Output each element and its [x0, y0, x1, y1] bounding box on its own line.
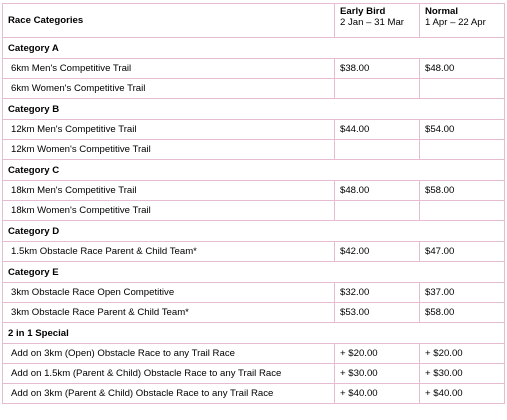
normal-price-cell: $48.00 [420, 59, 505, 79]
race-name-cell: 12km Men's Competitive Trail [3, 120, 335, 140]
category-title: Category B [3, 99, 505, 120]
normal-price-cell: $58.00 [420, 303, 505, 323]
normal-price-cell: $47.00 [420, 242, 505, 262]
race-name-cell: 3km Obstacle Race Parent & Child Team* [3, 303, 335, 323]
race-row [3, 201, 505, 221]
header-normal [420, 4, 505, 38]
race-name-cell: 18km Men's Competitive Trail [3, 181, 335, 201]
category-row [3, 262, 505, 283]
early-bird-price-cell: + $40.00 [335, 384, 420, 404]
category-row [3, 38, 505, 59]
race-row [3, 344, 505, 364]
normal-price-cell [420, 201, 505, 221]
race-name-cell: 3km Obstacle Race Open Competitive [3, 283, 335, 303]
early-bird-price-cell [335, 140, 420, 160]
race-row [3, 364, 505, 384]
race-row [3, 242, 505, 262]
normal-price-cell: $37.00 [420, 283, 505, 303]
early-bird-price-cell [335, 79, 420, 99]
normal-price-cell: + $20.00 [420, 344, 505, 364]
header-race-categories: Race Categories [3, 4, 335, 38]
normal-price-cell [420, 140, 505, 160]
race-fees-table [2, 3, 505, 404]
normal-label: Normal [425, 6, 459, 17]
table-header-row [3, 4, 505, 38]
race-name-cell: Add on 1.5km (Parent & Child) Obstacle Race to any Trail Race [3, 364, 335, 384]
race-row [3, 283, 505, 303]
early-bird-dates: 2 Jan – 31 Mar [340, 17, 404, 28]
race-name-cell: Add on 3km (Parent & Child) Obstacle Race to any Trail Race [3, 384, 335, 404]
header-early-bird [335, 4, 420, 38]
early-bird-price-cell: $38.00 [335, 59, 420, 79]
early-bird-price-cell: + $30.00 [335, 364, 420, 384]
normal-price-cell: + $40.00 [420, 384, 505, 404]
race-row [3, 181, 505, 201]
race-row [3, 140, 505, 160]
category-title: Category E [3, 262, 505, 283]
early-bird-price-cell [335, 201, 420, 221]
race-row [3, 79, 505, 99]
early-bird-price-cell: $32.00 [335, 283, 420, 303]
category-title: Category D [3, 221, 505, 242]
early-bird-price-cell: $53.00 [335, 303, 420, 323]
race-name-cell: 1.5km Obstacle Race Parent & Child Team* [3, 242, 335, 262]
early-bird-price-cell: $44.00 [335, 120, 420, 140]
early-bird-price-cell: $48.00 [335, 181, 420, 201]
race-name-cell: 6km Women's Competitive Trail [3, 79, 335, 99]
race-row [3, 384, 505, 404]
race-name-cell: Add on 3km (Open) Obstacle Race to any Trail Race [3, 344, 335, 364]
race-row [3, 303, 505, 323]
table-body [3, 38, 505, 404]
race-row [3, 120, 505, 140]
early-bird-price-cell: $42.00 [335, 242, 420, 262]
normal-price-cell [420, 79, 505, 99]
normal-price-cell: $54.00 [420, 120, 505, 140]
category-row [3, 323, 505, 344]
category-row [3, 160, 505, 181]
category-row [3, 221, 505, 242]
early-bird-label: Early Bird [340, 6, 386, 17]
category-title: Category C [3, 160, 505, 181]
category-title: 2 in 1 Special [3, 323, 505, 344]
category-row [3, 99, 505, 120]
race-row [3, 59, 505, 79]
race-name-cell: 12km Women's Competitive Trail [3, 140, 335, 160]
early-bird-price-cell: + $20.00 [335, 344, 420, 364]
category-title: Category A [3, 38, 505, 59]
normal-price-cell: + $30.00 [420, 364, 505, 384]
normal-dates: 1 Apr – 22 Apr [425, 17, 486, 28]
race-name-cell: 6km Men's Competitive Trail [3, 59, 335, 79]
race-name-cell: 18km Women's Competitive Trail [3, 201, 335, 221]
normal-price-cell: $58.00 [420, 181, 505, 201]
